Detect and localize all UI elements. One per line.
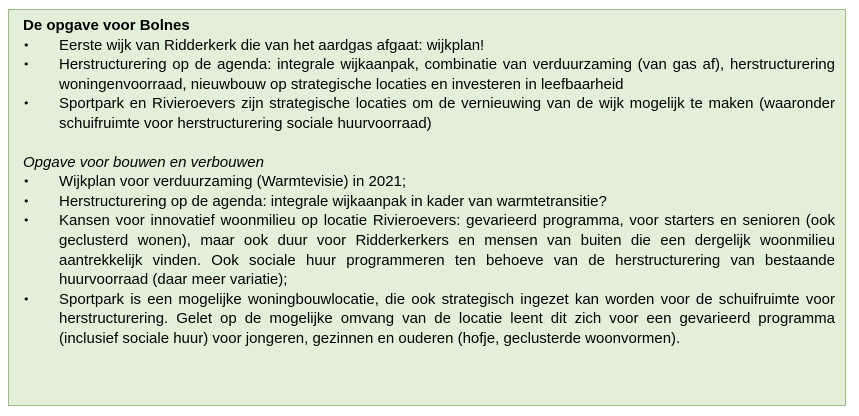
list-item-text: Herstructurering op de agenda: integrale wijkaanpak in kader van warmtetransitie?	[59, 192, 607, 210]
bullet-icon: •	[23, 97, 30, 111]
bullet-icon: •	[23, 194, 30, 208]
bullet-icon: •	[23, 38, 30, 52]
list-item	[23, 36, 835, 56]
bullet-icon: •	[23, 58, 30, 72]
list-item-text: Herstructurering op de agenda: integrale wijkaanpak, combinatie van verduurzaming (van gas af), herstructurering woningenvoorraad, nieuwbouw op strategische locaties en investeren in leefbaarheid	[59, 56, 835, 93]
section-spacer	[23, 134, 835, 153]
list-item	[23, 55, 835, 94]
list-item-text: Sportpark en Rivieroevers zijn strategische locaties om de vernieuwing van de wijk mogelijk te maken (waaronder schuifruimte voor herstructurering sociale huurvoorraad)	[59, 95, 835, 132]
list-item	[23, 192, 835, 212]
list-item	[23, 211, 835, 289]
bullet-list-bouwen	[23, 172, 835, 348]
bullet-icon: •	[23, 214, 30, 228]
list-item	[23, 94, 835, 133]
list-item-text: Wijkplan voor verduurzaming (Warmtevisie) in 2021;	[59, 173, 407, 191]
bullet-icon: •	[23, 292, 30, 306]
bullet-icon: •	[23, 175, 30, 189]
text-box	[8, 9, 846, 406]
list-item	[23, 172, 835, 192]
list-item-text: Kansen voor innovatief woonmilieu op locatie Rivieroevers: gevarieerd programma, voor starters en senioren (ook geclusterd wonen), maar ook duur voor Ridderkerkers en mensen van buiten die een dergelijk woonmilieu aantrekkelijk vinden. Ook sociale huur programmeren ten behoeve van de herstructurering van bestaande huurvoorraad (daar meer variatie);	[59, 212, 835, 289]
list-item-text: Sportpark is een mogelijke woningbouwlocatie, die ook strategisch ingezet kan worden voor de schuifruimte voor herstructurering. Gelet op de mogelijke omvang van de locatie leent dit zich voor een gevarieerd programma (inclusief sociale huur) voor jongeren, gezinnen en ouderen (hofje, geclusterde woonvormen).	[59, 290, 835, 347]
list-item	[23, 290, 835, 349]
section-heading-bouwen: Opgave voor bouwen en verbouwen	[23, 153, 264, 171]
bullet-list-bolnes	[23, 36, 835, 134]
section-heading-bolnes: De opgave voor Bolnes	[23, 17, 190, 34]
list-item-text: Eerste wijk van Ridderkerk die van het aardgas afgaat: wijkplan!	[59, 36, 485, 54]
